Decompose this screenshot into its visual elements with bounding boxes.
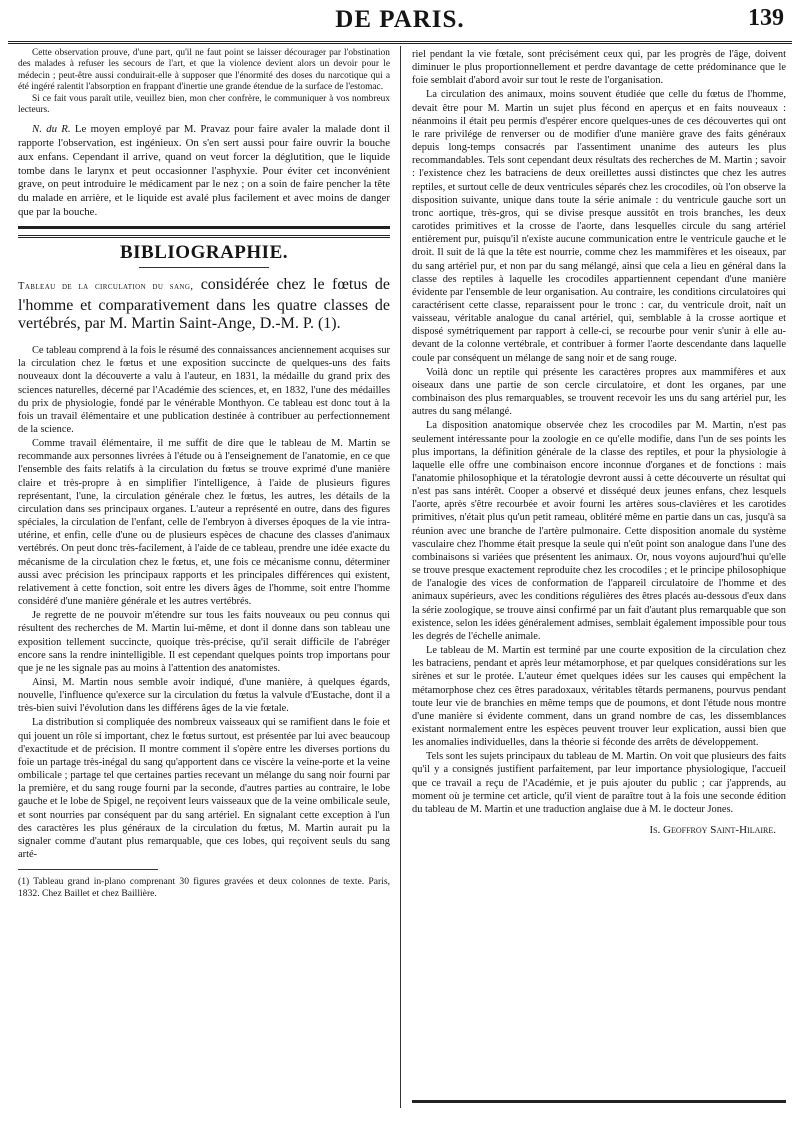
reviewed-work-rest: considérée chez le fœtus de l'homme et comparativement dans les quatre classes de vertébrés, par M. Martin Saint-Ange, D.-M. P. (1). xyxy=(18,276,390,333)
body-paragraph: La distribution si compliquée des nombreux vaisseaux qui se ramifient dans le foie et qui jouent un rôle si important, chez le fœtus surtout, est présentée par lui avec beaucoup d'exactitude et de précision. Il montre comment il s'opère entre les diverses portions du foie un partage très-inégal du sang qu'apportent dans ce viscère la veine-porte et la veine ombilicale ; partage tel que certaines parties recevant un mélange du sang noir fourni par la première, et du sang rouge fourni par la seconde, d'autres parties au contraire, le lobe gauche et le lobe de Spigel, ne reçoivent leurs vaisseaux que de la veine ombilicale seule, et sont nourries par conséquent par du sang artériel. En signalant cette exception à l'un des caractères les plus généraux de la circulation du fœtus, M. Martin aurait pu la signaler comme d'autant plus remarquable, que ces lobes, qui reçoivent seuls du sang arté- xyxy=(18,717,390,860)
column-divider xyxy=(400,46,401,1108)
title-rule xyxy=(139,267,269,268)
body-paragraph: Le tableau de M. Martin est terminé par une courte exposition de la circulation chez les batraciens, pendant et après leur métamorphose, et par quelques considérations sur les sirènes et sur le protée. L'auteur émet quelques idées sur les causes qui empêchent la métamorphose chez ces êtres paradoxaux, véritables têtards permanens, pourvus pendant toute leur vie de branchies en même temps que de poumons, et dont l'étude nous montre d'une manière si évidente comment, dans un grand nombre de cas, les dissemblances existant normalement entre les espèces peuvent trouver leur explication, aussi bien que les anomalies individuelles, dans la théorie si féconde des arrêts de développement. xyxy=(412,645,786,749)
body-paragraph: La disposition anatomique observée chez les crocodiles par M. Martin, n'est pas seulement intéressante pour la zoologie en ce qu'elle modifie, dans l'un de ses points les plus importans, la définition générale de la classe des reptiles, et pour la physiologie à laquelle elle offre une combinaison encore inconnue d'organes et de fonctions : mais l'anatomie philosophique et la tératologie devront aussi à cette découverte un résultat qui n'est pas sans intérêt. Cooper a observé et disséqué deux jeunes enfans, chez lesquels l'aorte, après s'être recourbée et avoir fourni les artères sous-clavières et les carotides primitives, n'était plus qu'un petit rameau, oblitéré même en partie dans un cas, jusqu'à sa réunion avec une branche de l'artère pulmonaire. Cette disposition anomale du système vasculaire chez l'homme était presque la seule qui n'eût point son analogue dans l'une des combinaisons si variées que présentent les animaux. Or, nous voyons aujourd'hui qu'elle se trouve presque exactement reproduite chez les crocodiles ; et le principe philosophique de l'analogie des vices de conformation de l'appareil circulatoire de l'homme et des animaux supérieurs, avec les conditions régulières des êtres placés au-dessous d'eux dans la série zoologique, se trouve ainsi confirmé par un fait d'autant plus remarquable que son existence, selon les idées généralement admises, semblait également impossible pour tous les degrés de l'échelle animale. xyxy=(412,420,786,642)
closing-rule xyxy=(412,1100,786,1103)
editor-note-label: N. du R. xyxy=(32,122,71,135)
header-rule xyxy=(8,41,792,44)
body-paragraph: Ainsi, M. Martin nous semble avoir indiqué, d'une manière, à quelques égards, nouvelle, l'influence qu'exerce sur la circulation du fœtus la valvule d'Eustache, dont il a très-bien suivi l'évolution dans les différens âges de la vie fœtale. xyxy=(18,676,390,715)
body-paragraph: Voilà donc un reptile qui présente les caractères propres aux mammifères et aux oiseaux dans une partie de son cercle circulatoire, et dont les organes, par une combinaison des plus remarquables, se trouvent recevoir les uns du sang artériel pur, les autres du sang mélangé. xyxy=(412,366,786,418)
left-column xyxy=(18,48,390,900)
body-paragraph: Comme travail élémentaire, il me suffit de dire que le tableau de M. Martin se recommande aux personnes livrées à l'étude ou à l'enseignement de l'anatomie, en ce que l'ensemble des faits relatifs à la circulation du fœtus se trouve exprimé d'une manière claire et très-propre à en simplifier l'intelligence, à l'aide de plusieurs figures représentant, l'une, la circulation générale chez le fœtus, les autres, les détails de la circulation dans ses principaux organes. L'auteur a représenté en outre, dans des figures spéciales, la circulation de l'enfant, celle de l'embryon à diverses époques de la vie intra-utérine, et enfin, celle d'une ou de plusieurs espèces de chacune des classes d'animaux vertébrés. On peut donc très-facilement, à l'aide de ce tableau, prendre une idée exacte du mécanisme de la circulation chez le fœtus, et, une fois ce mécanisme connu, déterminer aussi avec précision les principaux rapports et les principales différences qui existent, relativement à cette fonction, soit entre les divers âges de l'homme, soit entre l'homme considéré d'une manière générale et les autres vertébrés. xyxy=(18,438,390,608)
page-header xyxy=(0,0,800,46)
author-signature: Is. Geoffroy Saint-Hilaire. xyxy=(649,824,776,837)
intro-paragraph: Si ce fait vous paraît utile, veuillez bien, mon cher confrère, le communiquer à vos nombreux lecteurs. xyxy=(18,94,390,116)
editor-note xyxy=(18,123,390,220)
body-paragraph: La circulation des animaux, moins souvent étudiée que celle du fœtus de l'homme, devait être pour M. Martin un sujet plus fécond en aperçus et en faits nouveaux : néanmoins il était peu permis d'espérer encore quelques-unes de ces découvertes qui ont le rare privilége de renverser ou de modifier d'une manière grave des faits généraux depuis long-temps consacrés par l'assentiment unanime des auteurs les plus recommandables. Tels sont cependant deux résultats des recherches de M. Martin ; savoir : l'existence chez les batraciens de deux oreillettes aussi distinctes que chez les autres reptiles, et surtout celle de deux ventricules séparés chez les crocodiles, où l'on observe la disposition suivante, unique dans toute la série animale : du ventricule gauche sort un tronc aortique, très-gros, qui se divise presque aussitôt en trois branches, les deux carotides primitives et la crosse de l'aorte, dans lesquelles circule du sang artériel entièrement pur, puisqu'il n'existe aucune communication entre le ventricule gauche et le droit. Il suit de là que la tête est nourrie, comme chez les mammifères et les oiseaux, par du sang artériel pur, et non par du sang mélangé, ainsi que cela a lieu en général dans la classe des reptiles à laquelle les crocodiles appartiennent cependant d'une manière évidente par l'ensemble de leur organisation. Au contraire, les conditions circulatoires qui caractérisent cette classe, reparaissent pour le tronc : car, du ventricule droit, naît un vaisseau, véritable analogue du canal artériel, qui, semblable à la crosse aortique et disposé symétriquement par rapport à celle-ci, se recourbe pour venir s'unir à elle au-devant de la colonne vertébrale, et contribuer à former l'aorte descendante dans laquelle coule par conséquent un mélange de sang noir et de sang rouge. xyxy=(412,89,786,364)
footnote-rule xyxy=(18,869,158,870)
editor-note-text: Le moyen employé par M. Pravaz pour faire avaler la malade dont il rapporte l'observation, est ingénieux. On s'en sert aussi pour faire ouvrir la bouche aux enfans. Cependant il arrive, quand on veut forcer la déglutition, que le liquide tombe dans le larynx et peut occasionner l'asphyxie. Pour éviter cet inconvénient grave, on peut introduire le médicament par le nez ; on a soin de faire pencher la tête du malade en arrière, et le liquide est avalé plus facilement et avec moins de danger que par la bouche. xyxy=(18,122,390,219)
page-number: 139 xyxy=(748,5,784,31)
right-column xyxy=(412,48,786,837)
footnote: (1) Tableau grand in-plano comprenant 30 figures gravées et deux colonnes de texte. Paris, 1832. Chez Baillet et chez Baillière. xyxy=(18,876,390,900)
section-title: BIBLIOGRAPHIE. xyxy=(119,242,288,264)
body-paragraph: Ce tableau comprend à la fois le résumé des connaissances anciennement acquises sur la circulation chez le fœtus et une exposition succincte de quelques-uns des faits nouveaux dont la découverte a valu à l'auteur, en 1831, la médaille du grand prix des sciences naturelles, décerné par l'Académie des sciences, et, en 1832, l'une des médailles du prix de physiologie, fondé par le vénérable Monthyon. Ce tableau est donc tout à la fois un travail élémentaire et une publication destinée à contribuer au perfectionnement de la science. xyxy=(18,345,390,435)
running-title: DE PARIS. xyxy=(335,6,465,33)
section-rule xyxy=(18,226,390,229)
reviewed-work-title xyxy=(18,276,390,334)
reviewed-work-caps: Tableau de la circulation du sang, xyxy=(18,281,194,293)
body-paragraph: Je regrette de ne pouvoir m'étendre sur tous les faits nouveaux ou peu connus qui résultent des recherches de M. Martin lui-même, et dont il donne dans son tableau une exposition tellement succincte, quoique très-précise, qu'il serait difficile de l'abréger encore sans la rendre inintelligible. Il est cependant quelques points trop importans pour que je ne les signale pas au moins à l'attention des anatomistes. xyxy=(18,610,390,674)
body-paragraph: Tels sont les sujets principaux du tableau de M. Martin. On voit que plusieurs des faits qu'il y a consignés justifient parfaitement, par leur importance physiologique, l'accueil que ce travail a reçu de l'Académie, et je puis ajouter du public ; car j'apprends, au moment où je termine cet article, qu'il vient de paraître tout à la fois une seconde édition du tableau de M. Martin et une traduction anglaise due à M. le docteur Jones. xyxy=(412,751,786,815)
intro-paragraph: Cette observation prouve, d'une part, qu'il ne faut point se laisser décourager par l'obstination des malades à refuser les secours de l'art, et que la violence devient alors un devoir pour le médecin ; peut-être aussi conduirait-elle à supposer que l'énormité des doses du narcotique qui a été ingéré ralentit l'absorption en frappant d'inertie une grande étendue de la surface de l'estomac. xyxy=(18,48,390,92)
section-rule xyxy=(18,235,390,238)
body-paragraph: riel pendant la vie fœtale, sont précisément ceux qui, par les progrès de l'âge, doivent diminuer le plus proportionnellement et perdre davantage de cette prédominance que le foie semblait d'abord avoir sur tout le reste de l'organisation. xyxy=(412,49,786,87)
editor-note-paragraph xyxy=(18,123,390,220)
letter-conclusion xyxy=(18,48,390,117)
